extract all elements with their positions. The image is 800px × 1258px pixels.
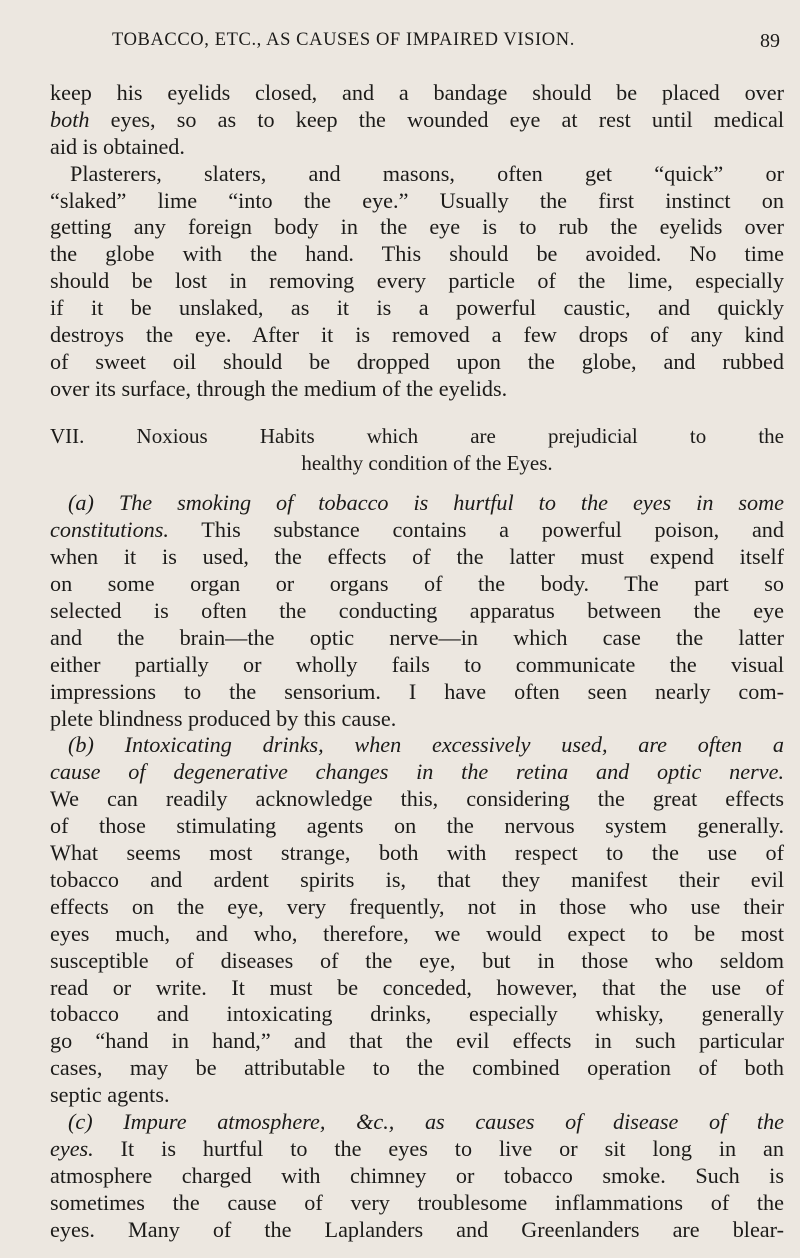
- para-lead: Intoxicating drinks, when excessively used, are often a: [124, 732, 784, 758]
- text-line: destroys the eye. After it is removed a few drops of any kind: [50, 322, 784, 348]
- text-line: “slaked” lime “into the eye.” Usually the first instinct on: [50, 187, 784, 213]
- text-line: go “hand in hand,” and that the evil effects in such particular: [50, 1028, 784, 1054]
- running-head: [112, 30, 780, 56]
- text-line: both eyes, so as to keep the wounded eye at rest until medical: [50, 106, 784, 132]
- text-line: selected is often the conducting apparatus between the eye: [50, 598, 784, 624]
- para-lead: Impure atmosphere, &c., as causes of disease of the: [123, 1108, 785, 1134]
- paragraph-a: [50, 490, 784, 732]
- text-line: sometimes the cause of very troublesome inflammations of the: [50, 1189, 784, 1215]
- para-label: (a): [68, 490, 94, 516]
- text-line: susceptible of diseases of the eye, but in those who seldom: [50, 947, 784, 973]
- text-line: constitutions. This substance contains a powerful poison, and: [50, 517, 784, 543]
- text-line: eyes much, and who, therefore, we would expect to be most: [50, 920, 784, 946]
- text-line: should be lost in removing every particle of the lime, especially: [50, 268, 784, 294]
- text-line: plete blindness produced by this cause.: [50, 705, 397, 731]
- paragraph-b: [50, 732, 784, 1108]
- para-label: (b): [68, 732, 94, 758]
- paragraph-c: [50, 1109, 784, 1243]
- text-line: tobacco and ardent spirits is, that they manifest their evil: [50, 866, 784, 892]
- body-text: [50, 80, 784, 1243]
- text-line: if it be unslaked, as it is a powerful caustic, and quickly: [50, 295, 784, 321]
- section-heading-line: VII. Noxious Habits which are prejudicial to the: [50, 423, 784, 448]
- para-lead: cause of degenerative changes in the retina and optic nerve.: [50, 759, 784, 785]
- running-title: TOBACCO, ETC., AS CAUSES OF IMPAIRED VISION.: [112, 30, 575, 50]
- text-line: tobacco and intoxicating drinks, especially whisky, generally: [50, 1001, 784, 1027]
- text-line: We can readily acknowledge this, considering the great effects: [50, 786, 784, 812]
- text-line: atmosphere charged with chimney or tobacco smoke. Such is: [50, 1162, 784, 1188]
- para-lead: constitutions.: [50, 517, 169, 543]
- text-line: read or write. It must be conceded, however, that the use of: [50, 974, 784, 1000]
- para-label: (c): [68, 1108, 93, 1134]
- text-line: keep his eyelids closed, and a bandage should be placed over: [50, 80, 784, 105]
- text-line: cases, may be attributable to the combined operation of both: [50, 1055, 784, 1081]
- text-line: eyes. It is hurtful to the eyes to live or sit long in an: [50, 1135, 784, 1161]
- section-heading: [50, 423, 784, 477]
- para-lead: eyes.: [50, 1135, 94, 1161]
- text-line: of those stimulating agents on the nervous system generally.: [50, 813, 784, 839]
- text-line: [50, 732, 784, 759]
- text-line: on some organ or organs of the body. The part so: [50, 571, 784, 597]
- text-line: Plasterers, slaters, and masons, often get “quick” or: [70, 160, 784, 186]
- para-lead: The smoking of tobacco is hurtful to the eyes in some: [118, 490, 784, 516]
- text-line: over its surface, through the medium of the eyelids.: [50, 375, 508, 401]
- section-heading-line: healthy condition of the Eyes.: [301, 450, 553, 475]
- text-line: either partially or wholly fails to communicate the visual: [50, 651, 784, 677]
- text-line: effects on the eye, very frequently, not in those who use their: [50, 893, 784, 919]
- text-line: aid is obtained.: [50, 133, 185, 159]
- text-line: getting any foreign body in the eye is to rub the eyelids over: [50, 214, 784, 240]
- page-number: 89: [760, 30, 780, 52]
- text-line: when it is used, the effects of the latter must expend itself: [50, 544, 784, 570]
- text-line: [50, 490, 784, 517]
- text-line: [50, 759, 784, 786]
- text-line: and the brain—the optic nerve—in which case the latter: [50, 624, 784, 650]
- emphasis-word: both: [50, 106, 90, 132]
- text-line: [50, 1109, 784, 1136]
- text-line: septic agents.: [50, 1082, 170, 1108]
- text-line: eyes. Many of the Laplanders and Greenlanders are blear-: [50, 1216, 784, 1242]
- text-line: What seems most strange, both with respect to the use of: [50, 840, 784, 866]
- text-line: of sweet oil should be dropped upon the globe, and rubbed: [50, 348, 784, 374]
- text-line: the globe with the hand. This should be avoided. No time: [50, 241, 784, 267]
- text-line: impressions to the sensorium. I have often seen nearly com-: [50, 678, 784, 704]
